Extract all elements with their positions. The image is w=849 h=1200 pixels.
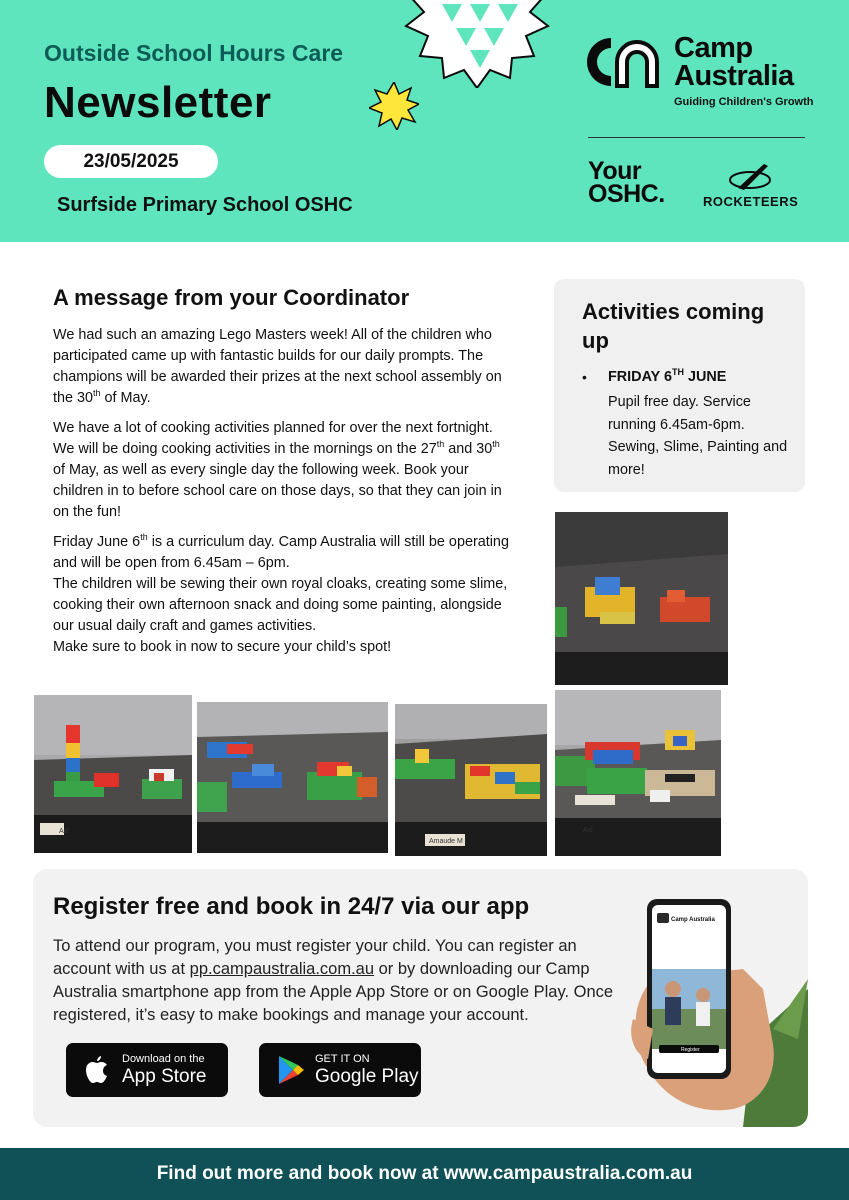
coordinator-message xyxy=(53,325,513,658)
lego-photo xyxy=(555,690,721,856)
brand-name: Camp Australia xyxy=(674,32,794,92)
google-play-button[interactable]: GET IT ON Google Play xyxy=(259,1043,421,1097)
photo-name-tag: Amaude M xyxy=(429,838,463,845)
phone-register-button: Register xyxy=(681,1047,700,1053)
camp-australia-logo-icon xyxy=(585,36,669,88)
registration-link[interactable]: pp.campaustralia.com.au xyxy=(189,960,375,978)
photo-name-tag: Axl xyxy=(59,828,69,835)
rocketeers-logo: ROCKETEERS xyxy=(703,194,799,209)
app-description: To attend our program, you must register your child. You can register an account with us at pp.campaustralia.com.au or by downloading our Camp Australia smartphone app from the Apple App Store or on Google Play. Once registered, it’s easy to make bookings and manage your account. xyxy=(53,937,614,1024)
page-title: Newsletter xyxy=(44,78,272,127)
message-paragraph: We have a lot of cooking activities planned for over the next fortnight. We will be doing cooking activities in the mornings on the 27th and 30th of May, as well as every single day the following week. Book your children in to before school care on those days, so that they can join in on the fun! xyxy=(53,420,502,520)
lego-photo xyxy=(555,512,728,685)
starburst-decoration-icon xyxy=(398,0,556,88)
message-paragraph: We had such an amazing Lego Masters week! All of the children who participated came up with fantastic builds for our daily prompts. The champions will be awarded their prizes at the next school assembly on the 30th of May. xyxy=(53,327,502,406)
newsletter-header xyxy=(0,0,849,242)
lego-photo xyxy=(34,695,192,853)
lego-photo xyxy=(395,704,547,856)
coordinator-heading: A message from your Coordinator xyxy=(53,285,410,310)
app-store-button[interactable]: Download on the App Store xyxy=(66,1043,228,1097)
school-name: Surfside Primary School OSHC xyxy=(57,194,353,216)
google-play-icon xyxy=(273,1053,307,1087)
header-subtitle: Outside School Hours Care xyxy=(44,40,344,66)
your-oshc-logo: Your OSHC. xyxy=(588,157,665,208)
header-divider xyxy=(588,137,805,138)
phone-in-hand-image xyxy=(623,869,808,1127)
date-badge: 23/05/2025 xyxy=(44,145,218,178)
app-promo-panel xyxy=(33,869,808,1127)
photo-name-tag: Axl xyxy=(583,827,593,834)
activity-description: Pupil free day. Service running 6.45am-6pm. Sewing, Slime, Painting and more! xyxy=(608,394,788,478)
footer-banner[interactable]: Find out more and book now at www.campaustralia.com.au xyxy=(0,1148,849,1200)
activities-heading: Activities coming up xyxy=(582,299,765,353)
brand-tagline: Guiding Children's Growth xyxy=(674,96,814,108)
app-heading: Register free and book in 24/7 via our app xyxy=(53,893,530,920)
sun-burst-icon xyxy=(369,82,419,130)
activity-date: FRIDAY 6TH JUNE xyxy=(608,367,727,385)
list-bullet: • xyxy=(582,369,587,385)
lego-photo xyxy=(197,702,388,853)
message-paragraph: Friday June 6th is a curriculum day. Camp Australia will still be operating and will be open from 6.45am – 6pm. The children will be sewing their own royal cloaks, creating some slime, cooking their own afternoon snack and doing some painting, alongside our usual daily craft and games activities. Make sure to book in now to secure your child’s spot! xyxy=(53,532,509,655)
rocket-icon xyxy=(728,160,774,192)
apple-icon xyxy=(80,1053,114,1087)
activities-panel xyxy=(554,279,805,492)
phone-app-brand: Camp Australia xyxy=(671,917,715,923)
